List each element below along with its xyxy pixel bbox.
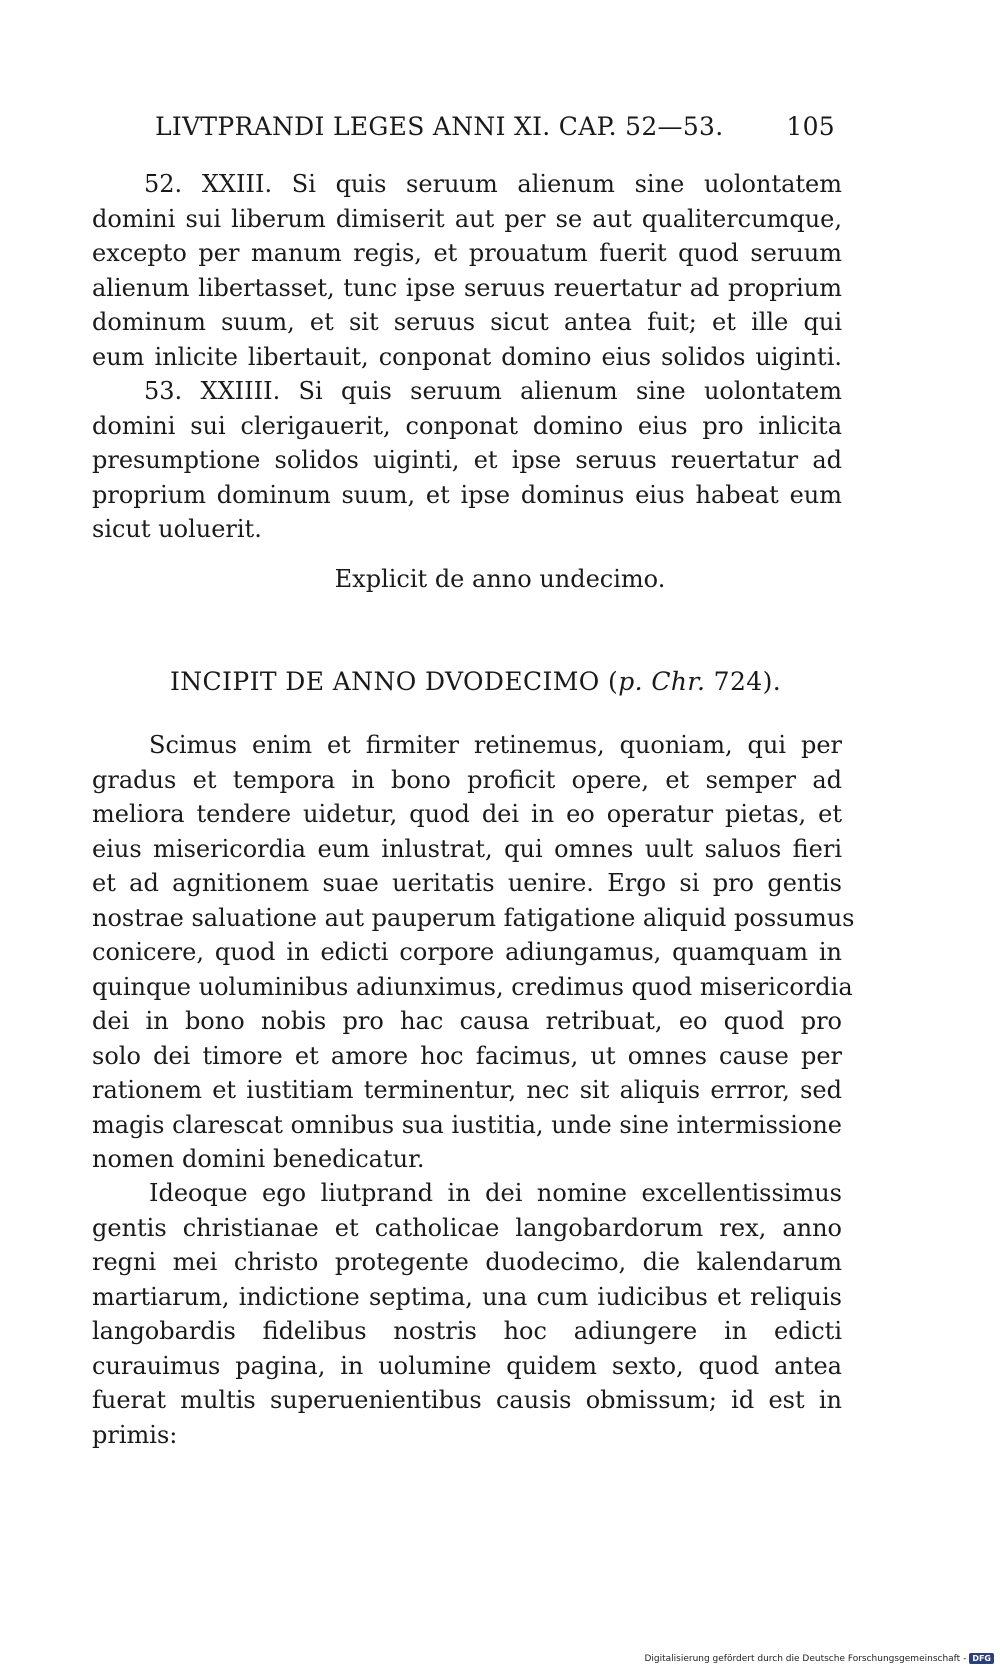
text-line: 53. XXIIII. Si quis seruum alienum sine uolontatem (144, 377, 842, 405)
text-line: dei in bono nobis pro hac causa retribuat, eo quod pro (92, 1007, 842, 1035)
digitization-footer (644, 1653, 994, 1664)
running-header (155, 112, 835, 141)
text-line: rationem et iustitiam terminentur, nec sit aliquis errror, sed (92, 1076, 842, 1104)
text-line: et ad agnitionem suae ueritatis uenire. Ergo si pro gentis (92, 869, 842, 897)
text-line: gentis christianae et catholicae langobardorum rex, anno (92, 1213, 842, 1242)
text-line: 52. XXIII. Si quis seruum alienum sine uolontatem (144, 170, 842, 198)
text-line: proprium dominum suum, et ipse dominus eius habeat eum (92, 480, 842, 509)
section-title-chr: Chr. (651, 667, 706, 696)
text-line: gradus et tempora in bono proficit opere, et semper ad (92, 765, 842, 794)
text-line: magis clarescat omnibus sua iustitia, unde sine intermissione (92, 1110, 842, 1139)
chapter-53 (92, 374, 842, 547)
footer-text: Digitalisierung gefördert durch die Deutsche Forschungsgemeinschaft - (644, 1653, 967, 1664)
section-title-p: p. (618, 667, 643, 696)
text-line: dominum suum, et sit seruus sicut antea fuit; et ille qui (92, 308, 842, 336)
text-line: meliora tendere uidetur, quod dei in eo operatur pietas, et (92, 800, 842, 828)
text-line: excepto per manum regis, et prouatum fuerit quod seruum (92, 239, 842, 267)
text-line: domini sui clerigauerit, conponat domino eius pro inlicita (92, 411, 842, 440)
text-line: fuerat multis superuenientibus causis obmissum; id est in (92, 1386, 842, 1414)
text-line: curauimus pagina, in uolumine quidem sexto, quod antea (92, 1351, 842, 1380)
text-line: nomen domini benedicatur. (92, 1145, 425, 1173)
section-title-year: 724 (713, 667, 763, 696)
text-line: eum inlicite libertauit, conponat domino eius solidos uiginti. (92, 342, 842, 371)
paragraph-2 (92, 1176, 842, 1452)
text-line: presumptione solidos uiginti, et ipse seruus reuertatur ad (92, 446, 842, 474)
running-title: LIVTPRANDI LEGES ANNI XI. CAP. 52—53. (155, 112, 724, 141)
text-line: Scimus enim et firmiter retinemus, quoniam, qui per (149, 731, 842, 759)
text-line: quinque uoluminibus adiunximus, credimus quod misericordia (92, 972, 853, 1001)
text-line: regni mei christo protegente duodecimo, die kalendarum (92, 1248, 842, 1276)
text-line: conicere, quod in edicti corpore adiungamus, quamquam in (92, 938, 842, 966)
text-line: solo dei timore et amore hoc facimus, ut omnes cause per (92, 1041, 842, 1070)
section-title: INCIPIT DE ANNO DVODECIMO (p. Chr. 724). (170, 667, 782, 696)
text-line: nostrae saluatione aut pauperum fatigatione aliquid possumus (92, 903, 855, 932)
page-number: 105 (786, 112, 835, 141)
paragraph-1 (92, 728, 855, 1177)
dfg-logo-icon: DFG (969, 1653, 994, 1664)
section-title-main: INCIPIT DE ANNO DVODECIMO (170, 667, 600, 696)
text-line: langobardis fidelibus nostris hoc adiungere in edicti (92, 1317, 842, 1345)
text-line: alienum libertasset, tunc ipse seruus reuertatur ad proprium (92, 273, 842, 302)
text-line: martiarum, indictione septima, una cum iudicibus et reliquis (92, 1282, 842, 1311)
text-line: Ideoque ego liutprand in dei nomine excellentissimus (149, 1179, 842, 1207)
chapter-52 (92, 167, 842, 374)
text-line: sicut uoluerit. (92, 515, 262, 543)
explicit-line: Explicit de anno undecimo. (334, 565, 666, 593)
text-line: eius misericordia eum inlustrat, qui omnes uult saluos fieri (92, 834, 842, 863)
text-line: primis: (92, 1420, 178, 1449)
text-line: domini sui liberum dimiserit aut per se aut qualitercumque, (92, 204, 842, 233)
